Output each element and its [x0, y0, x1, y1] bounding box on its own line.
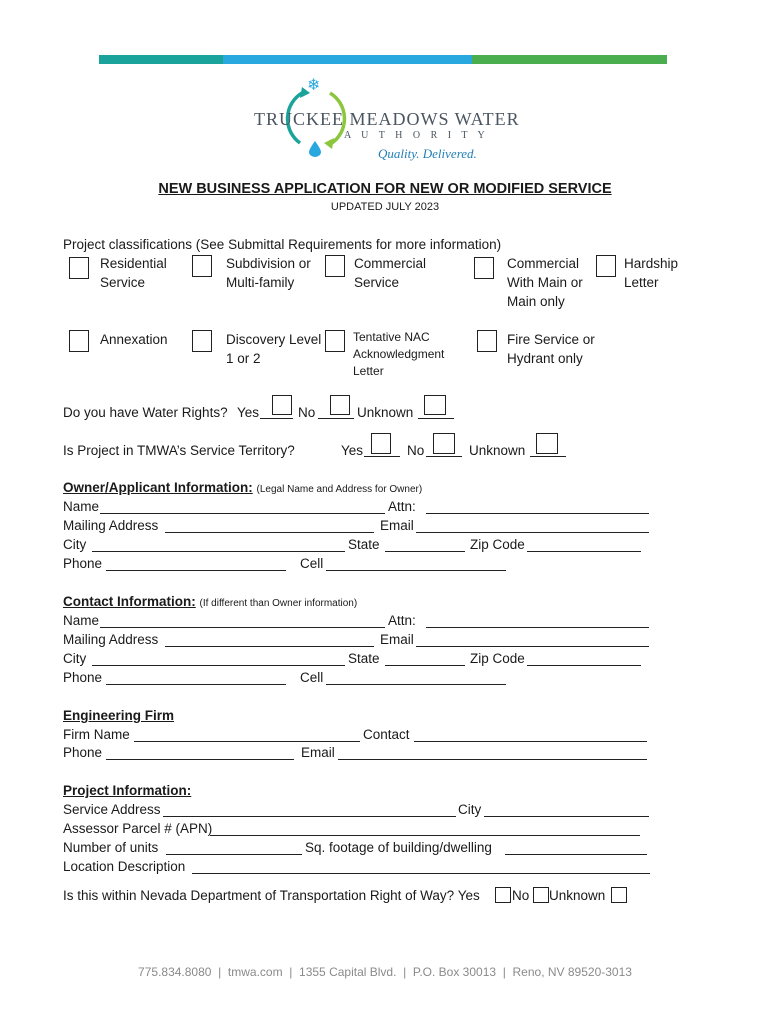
- owner-note: (Legal Name and Address for Owner): [256, 484, 423, 495]
- owner-email-label: Email: [380, 518, 414, 533]
- tentative-nac-label: [353, 329, 444, 380]
- commercial-main-label-line: Main only: [507, 294, 565, 309]
- owner-name-label: Name: [63, 499, 100, 514]
- contact-mailing-field[interactable]: [165, 646, 374, 647]
- location-field[interactable]: [192, 873, 650, 874]
- territory-no-checkbox[interactable]: [433, 433, 455, 454]
- tentative-nac-label-line: Acknowledgment: [353, 347, 445, 361]
- contact-heading-row: [63, 592, 357, 613]
- discovery-label-line: Discovery Level: [226, 332, 322, 347]
- territory-unknown-checkbox[interactable]: [536, 433, 558, 454]
- owner-zip-label: Zip Code: [470, 537, 525, 552]
- owner-zip-field[interactable]: [527, 551, 641, 552]
- contact-name-field[interactable]: [100, 627, 385, 628]
- service-address-label: Service Address: [63, 802, 161, 817]
- tentative-nac-label-line: Tentative NAC: [353, 330, 430, 344]
- water-rights-question: Do you have Water Rights?: [63, 405, 228, 420]
- engineering-contact-field[interactable]: [414, 741, 647, 742]
- commercial-label: [354, 254, 426, 292]
- tmwa-logo: [250, 75, 530, 170]
- page-subtitle: UPDATED JULY 2023: [330, 201, 440, 213]
- hardship-label-line: Hardship: [624, 256, 679, 271]
- service-address-field[interactable]: [163, 816, 456, 817]
- commercial-label-line: Commercial: [354, 256, 427, 271]
- fire-service-checkbox[interactable]: [477, 330, 497, 352]
- sqft-label: Sq. footage of building/dwelling: [305, 840, 492, 855]
- logo-authority: A U T H O R I T Y: [344, 130, 489, 141]
- owner-phone-field[interactable]: [106, 570, 286, 571]
- owner-heading: Owner/Applicant Information:: [63, 480, 253, 495]
- territory-unknown-line: [530, 456, 566, 457]
- commercial-main-checkbox[interactable]: [474, 257, 494, 279]
- logo-tagline: Quality. Delivered.: [378, 146, 477, 161]
- owner-mailing-label: Mailing Address: [63, 518, 159, 533]
- contact-city-label: City: [63, 651, 87, 666]
- engineering-phone-label: Phone: [63, 745, 103, 760]
- ndot-no-checkbox[interactable]: [533, 887, 549, 903]
- engineering-phone-field[interactable]: [106, 759, 294, 760]
- contact-state-label: State: [348, 651, 380, 666]
- residential-label-line: Service: [100, 275, 146, 290]
- subdivision-label-line: Multi-family: [226, 275, 295, 290]
- firm-name-field[interactable]: [134, 741, 360, 742]
- territory-yes-checkbox[interactable]: [371, 433, 391, 454]
- water-rights-yes-label: Yes: [237, 405, 260, 420]
- water-rights-unknown-line: [418, 418, 454, 419]
- water-rights-yes-line: [260, 418, 293, 419]
- contact-phone-label: Phone: [63, 670, 103, 685]
- header-bar-teal: [99, 55, 223, 64]
- discovery-checkbox[interactable]: [192, 330, 212, 352]
- subdivision-checkbox[interactable]: [192, 255, 212, 277]
- ndot-yes-checkbox[interactable]: [495, 887, 511, 903]
- contact-city-field[interactable]: [92, 665, 345, 666]
- territory-unknown-label: Unknown: [469, 443, 526, 458]
- owner-heading-row: [63, 478, 422, 499]
- territory-no-line: [426, 456, 462, 457]
- header-bar-green: [472, 55, 667, 64]
- project-heading: Project Information:: [63, 783, 192, 798]
- contact-mailing-label: Mailing Address: [63, 632, 159, 647]
- fire-service-label-line: Hydrant only: [507, 351, 583, 366]
- water-drop-icon: [309, 141, 321, 157]
- contact-name-label: Name: [63, 613, 100, 628]
- owner-state-label: State: [348, 537, 380, 552]
- owner-cell-label: Cell: [300, 556, 324, 571]
- residential-label-line: Residential: [100, 256, 167, 271]
- owner-attn-label: Attn:: [388, 499, 416, 514]
- owner-attn-field[interactable]: [426, 513, 649, 514]
- contact-zip-label: Zip Code: [470, 651, 525, 666]
- owner-phone-label: Phone: [63, 556, 103, 571]
- apn-field[interactable]: [210, 835, 640, 836]
- water-rights-unknown-label: Unknown: [357, 405, 414, 420]
- engineering-contact-label: Contact: [363, 727, 410, 742]
- ndot-question: Is this within Nevada Department of Transportation Right of Way? Yes: [63, 888, 480, 903]
- contact-state-field[interactable]: [385, 665, 465, 666]
- contact-attn-label: Attn:: [388, 613, 416, 628]
- territory-question: Is Project in TMWA’s Service Territory?: [63, 443, 295, 458]
- project-city-field[interactable]: [484, 816, 649, 817]
- logo-name: TRUCKEE MEADOWS WATER: [254, 109, 520, 129]
- contact-phone-field[interactable]: [106, 684, 286, 685]
- units-field[interactable]: [166, 854, 302, 855]
- hardship-checkbox[interactable]: [596, 255, 616, 277]
- contact-attn-field[interactable]: [426, 627, 649, 628]
- subdivision-label: [226, 254, 311, 292]
- annexation-checkbox[interactable]: [69, 330, 89, 352]
- owner-city-field[interactable]: [92, 551, 345, 552]
- contact-cell-field[interactable]: [326, 684, 506, 685]
- firm-name-label: Firm Name: [63, 727, 130, 742]
- owner-name-field[interactable]: [100, 513, 385, 514]
- engineering-heading: Engineering Firm: [63, 708, 175, 723]
- water-rights-unknown-checkbox[interactable]: [424, 395, 446, 415]
- annexation-label: Annexation: [100, 332, 168, 347]
- engineering-email-label: Email: [301, 745, 335, 760]
- owner-city-label: City: [63, 537, 87, 552]
- residential-checkbox[interactable]: [69, 257, 89, 279]
- commercial-main-label-line: With Main or: [507, 275, 583, 290]
- commercial-label-line: Service: [354, 275, 400, 290]
- fire-service-label-line: Fire Service or: [507, 332, 595, 347]
- project-city-label: City: [458, 802, 482, 817]
- territory-yes-label: Yes: [341, 443, 364, 458]
- classifications-heading: Project classifications (See Submittal Requirements for more information): [63, 237, 502, 252]
- subdivision-label-line: Subdivision or: [226, 256, 311, 271]
- snowflake-icon: ❄: [307, 77, 321, 94]
- hardship-label-line: Letter: [624, 275, 659, 290]
- ndot-unknown-checkbox[interactable]: [611, 887, 627, 903]
- water-rights-yes-checkbox[interactable]: [272, 395, 292, 415]
- water-rights-no-line: [318, 418, 354, 419]
- commercial-checkbox[interactable]: [325, 255, 345, 277]
- water-rights-no-label: No: [298, 405, 316, 420]
- sqft-field[interactable]: [505, 854, 647, 855]
- owner-email-field[interactable]: [416, 532, 649, 533]
- contact-email-label: Email: [380, 632, 414, 647]
- owner-mailing-field[interactable]: [165, 532, 374, 533]
- location-label: Location Description: [63, 859, 186, 874]
- apn-label: Assessor Parcel # (APN): [63, 821, 213, 836]
- contact-cell-label: Cell: [300, 670, 324, 685]
- page-footer: 775.834.8080 | tmwa.com | 1355 Capital Blvd. | P.O. Box 30013 | Reno, NV 89520-3013: [138, 965, 632, 979]
- territory-no-label: No: [407, 443, 425, 458]
- page-title: NEW BUSINESS APPLICATION FOR NEW OR MODIFIED SERVICE: [158, 181, 612, 197]
- territory-yes-line: [364, 456, 400, 457]
- contact-heading: Contact Information:: [63, 594, 196, 609]
- discovery-label: [226, 330, 321, 368]
- ndot-no-label: No: [512, 888, 530, 903]
- tentative-nac-label-line: Letter: [353, 364, 384, 378]
- fire-service-label: [507, 330, 595, 368]
- owner-state-field[interactable]: [385, 551, 465, 552]
- residential-label: [100, 254, 167, 292]
- owner-cell-field[interactable]: [326, 570, 506, 571]
- commercial-main-label-line: Commercial: [507, 256, 580, 271]
- contact-zip-field[interactable]: [527, 665, 641, 666]
- contact-email-field[interactable]: [416, 646, 649, 647]
- tentative-nac-checkbox[interactable]: [325, 330, 345, 352]
- units-label: Number of units: [63, 840, 159, 855]
- header-bar-blue: [223, 55, 472, 64]
- commercial-main-label: [507, 254, 583, 311]
- hardship-label: [624, 254, 678, 292]
- water-rights-no-checkbox[interactable]: [330, 395, 350, 415]
- engineering-email-field[interactable]: [338, 759, 647, 760]
- ndot-unknown-label: Unknown: [549, 888, 606, 903]
- discovery-label-line: 1 or 2: [226, 351, 261, 366]
- contact-note: (If different than Owner information): [199, 598, 358, 609]
